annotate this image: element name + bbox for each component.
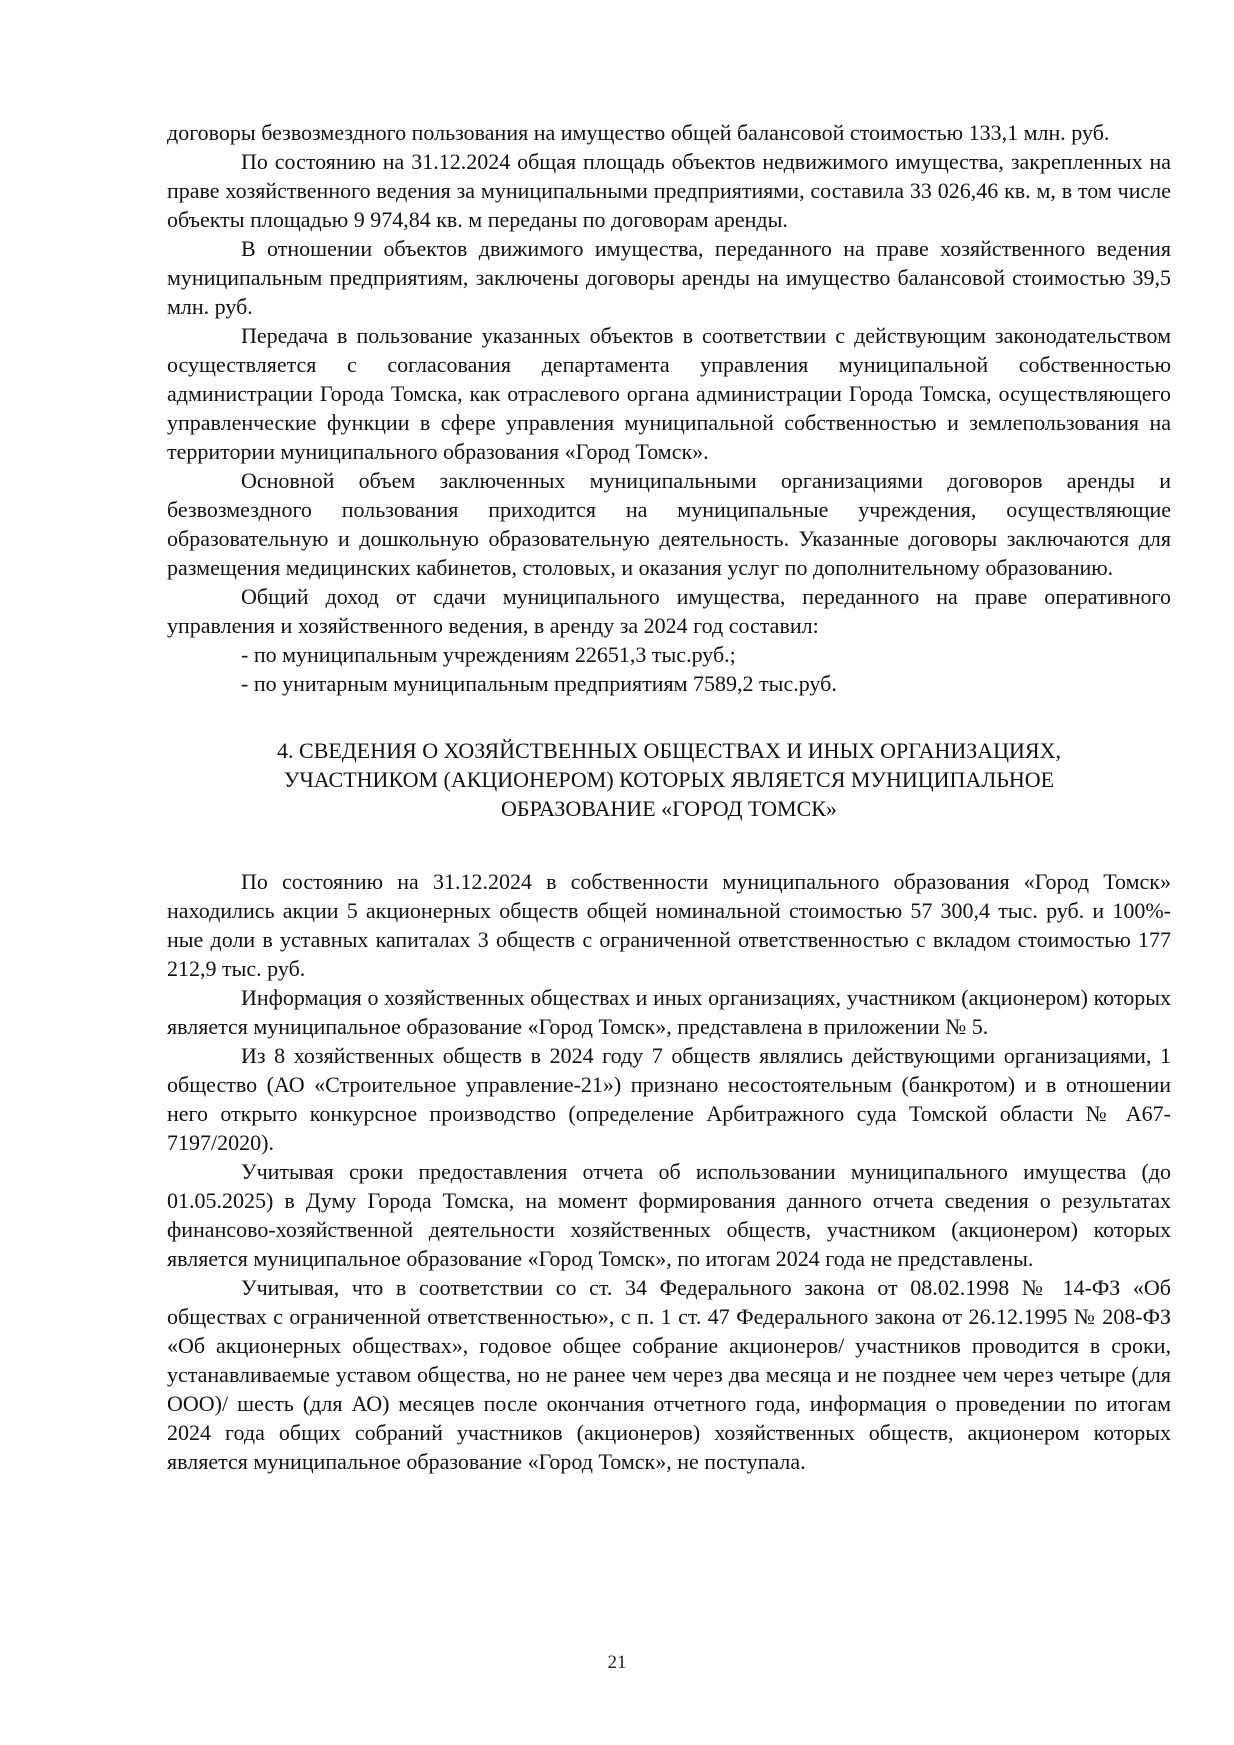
paragraph-transfer-approval: Передача в пользование указанных объектов в соответствии с действующим законодательством осуществляется с согласования департамента управления муниципальной собственностью администрации Города Томска, как отраслевого органа администрации Города Томска, осуществляющего управленческие функции в сфере управления муниципальной собственностью и землепользования на территории муниципального образования «Город Томск».	[167, 323, 1171, 464]
paragraph-shares-ownership: По состоянию на 31.12.2024 в собственности муниципального образования «Город Томск» находились акции 5 акционерных обществ общей номинальной стоимостью 57 300,4 тыс. руб. и 100%-ные доли в уставных капиталах 3 обществ с ограниченной ответственностью с вкладом стоимостью 177 212,9 тыс. руб.	[167, 869, 1171, 981]
page-number: 21	[607, 1652, 627, 1673]
heading-line: ОБРАЗОВАНИЕ «ГОРОД ТОМСК»	[501, 796, 837, 821]
section-4-heading	[167, 736, 1171, 823]
paragraph-bankruptcy: Из 8 хозяйственных обществ в 2024 году 7 обществ являлись действующими организациями, 1 общество (АО «Строительное управление-21») признано несостоятельным (банкротом) и в отношении него открыто конкурсное производство (определение Арбитражного суда Томской области № А67-7197/2020).	[167, 1043, 1171, 1155]
paragraph-total-income: Общий доход от сдачи муниципального имущества, переданного на праве оперативного управления и хозяйственного ведения, в аренду за 2024 год составил:	[167, 584, 1171, 638]
paragraph-contracts-volume: Основной объем заключенных муниципальными организациями договоров аренды и безвозмездного пользования приходится на муниципальные учреждения, осуществляющие образовательную и дошкольную образовательную деятельность. Указанные договоры заключаются для размещения медицинских кабинетов, столовых, и оказания услуг по дополнительному образованию.	[167, 468, 1171, 580]
heading-line: 4. СВЕДЕНИЯ О ХОЗЯЙСТВЕННЫХ ОБЩЕСТВАХ И ИНЫХ ОРГАНИЗАЦИЯХ,	[277, 738, 1061, 763]
document-page	[167, 118, 1171, 1476]
income-list-item: - по муниципальным учреждениям 22651,3 тыс.руб.;	[241, 642, 736, 667]
paragraph-reporting-deadlines: Учитывая сроки предоставления отчета об использовании муниципального имущества (до 01.05.2025) в Думу Города Томска, на момент формирования данного отчета сведения о результатах финансово-хозяйственной деятельности хозяйственных обществ, участником (акционером) которых является муниципальное образование «Город Томск», по итогам 2024 года не представлены.	[167, 1159, 1171, 1271]
paragraph-appendix-reference: Информация о хозяйственных обществах и иных организациях, участником (акционером) которых является муниципальное образование «Город Томск», представлена в приложении № 5.	[167, 985, 1171, 1039]
income-list-item: - по унитарным муниципальным предприятиям 7589,2 тыс.руб.	[241, 671, 837, 696]
heading-line: УЧАСТНИКОМ (АКЦИОНЕРОМ) КОТОРЫХ ЯВЛЯЕТСЯ МУНИЦИПАЛЬНОЕ	[283, 767, 1055, 792]
paragraph-general-meetings: Учитывая, что в соответствии со ст. 34 Федерального закона от 08.02.1998 № 14-ФЗ «Об обществах с ограниченной ответственностью», с п. 1 ст. 47 Федерального закона от 26.12.1995 № 208-ФЗ «Об акционерных обществах», годовое общее собрание акционеров/ участников проводится в сроки, устанавливаемые уставом общества, но не ранее чем через два месяца и не позднее чем через четыре (для ООО)/ шесть (для АО) месяцев после окончания отчетного года, информация о проведении по итогам 2024 года общих собраний участников (акционеров) хозяйственных обществ, акционером которых является муниципальное образование «Город Томск», не поступала.	[167, 1275, 1171, 1474]
paragraph-continuation: договоры безвозмездного пользования на имущество общей балансовой стоимостью 133,1 млн. руб.	[167, 120, 1110, 145]
paragraph-movable-property: В отношении объектов движимого имущества, переданного на праве хозяйственного ведения муниципальным предприятиям, заключены договоры аренды на имущество балансовой стоимостью 39,5 млн. руб.	[167, 236, 1171, 319]
paragraph-real-estate-area: По состоянию на 31.12.2024 общая площадь объектов недвижимого имущества, закрепленных на праве хозяйственного ведения за муниципальными предприятиями, составила 33 026,46 кв. м, в том числе объекты площадью 9 974,84 кв. м переданы по договорам аренды.	[167, 149, 1171, 232]
